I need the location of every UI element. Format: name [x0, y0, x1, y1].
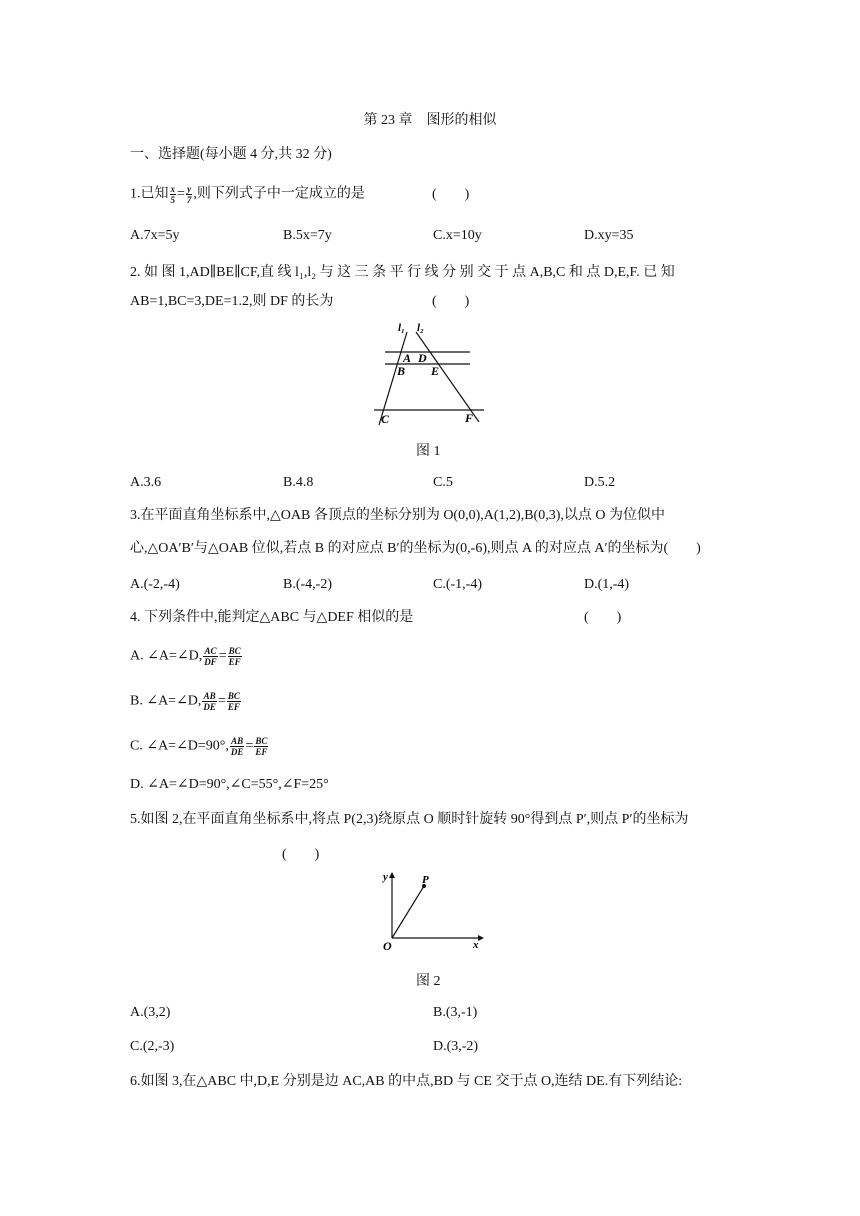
q2-option-c: C.5 [433, 475, 453, 490]
q1-answer-paren: ( ) [432, 187, 470, 202]
figure-2-caption: 图 2 [416, 974, 441, 989]
label-l1: l₁ [398, 322, 405, 334]
figure-1-diagram [370, 318, 490, 430]
q4b-frac1-den: DE [203, 702, 216, 712]
q5-line-1: 5.如图 2,在平面直角坐标系中,将点 P(2,3)绕原点 O 顺时针旋转 90°得到点 P′,则点 P′的坐标为 [130, 812, 689, 827]
label-f: F [465, 411, 474, 425]
segment-op [392, 886, 424, 938]
q4b-prefix: B. ∠A=∠D, [130, 693, 202, 709]
question-1-stem [130, 184, 365, 205]
section-heading: 一、选择题(每小题 4 分,共 32 分) [130, 147, 332, 162]
label-p: P [422, 874, 429, 886]
q3-line-2: 心,△OA′B′与△OAB 位似,若点 B 的对应点 B′的坐标为(0,-6),则点 A 的对应点 A′的坐标为( ) [130, 541, 701, 556]
q5-option-b: B.(3,-1) [433, 1005, 478, 1020]
q3-option-d: D.(1,-4) [584, 577, 630, 592]
q2-answer-paren: ( ) [432, 294, 470, 309]
label-b: B [397, 364, 406, 378]
q4-option-b [130, 691, 242, 712]
q4c-fraction-2 [254, 736, 268, 757]
q4b-frac2-num: BC [227, 691, 240, 701]
q4a-equals: = [218, 648, 227, 664]
figure-2-diagram [372, 866, 488, 952]
q4c-frac1-den: DE [230, 747, 244, 757]
q4c-fraction-1 [230, 736, 245, 757]
q4-option-c [130, 736, 269, 757]
q1-frac1-den: 5 [170, 195, 175, 205]
page-title: 第 23 章 图形的相似 [363, 113, 497, 128]
q4-stem: 4. 下列条件中,能判定△ABC 与△DEF 相似的是 [130, 610, 414, 625]
q1-equals: = [177, 186, 185, 202]
q4c-frac2-num: BC [255, 736, 268, 746]
y-axis-arrow [389, 872, 395, 878]
q4b-frac2-den: EF [227, 702, 240, 712]
label-a: A [403, 351, 412, 365]
q5-answer-paren: ( ) [282, 847, 320, 862]
q1-fraction-1 [170, 184, 177, 205]
q2-line-2: AB=1,BC=3,DE=1.2,则 DF 的长为 [130, 294, 334, 309]
line-l2 [416, 332, 479, 422]
q4-answer-paren: ( ) [584, 610, 622, 625]
q3-option-a: A.(-2,-4) [130, 577, 180, 592]
q2-line-1: 2. 如 图 1,AD∥BE∥CF,直 线 l₁,l₂ 与 这 三 条 平 行 线 分 别 交 于 点 A,B,C 和 点 D,E,F. 已 知 [130, 265, 675, 280]
q1-option-c: C.x=10y [433, 228, 482, 243]
q1-prefix: 1.已知 [130, 186, 169, 202]
q4b-equals: = [217, 693, 226, 709]
label-c: C [381, 412, 390, 426]
q3-line-1: 3.在平面直角坐标系中,△OAB 各顶点的坐标分别为 O(0,0),A(1,2),B(0,3),以点 O 为位似中 [130, 508, 665, 523]
label-d: D [418, 351, 427, 365]
q5-option-a: A.(3,2) [130, 1005, 171, 1020]
q1-option-a: A.7x=5y [130, 228, 180, 243]
q4a-frac2-den: EF [228, 657, 241, 667]
q4a-frac1-num: AC [204, 646, 217, 656]
figure-1-caption: 图 1 [416, 444, 441, 459]
q5-option-c: C.(2,-3) [130, 1039, 175, 1054]
q4c-frac2-den: EF [255, 747, 268, 757]
q4a-frac2-num: BC [228, 646, 241, 656]
q2-option-a: A.3.6 [130, 475, 162, 490]
q4c-prefix: C. ∠A=∠D=90°, [130, 738, 229, 754]
label-e: E [431, 364, 440, 378]
q3-option-c: C.(-1,-4) [433, 577, 482, 592]
q1-frac1-num: x [170, 184, 175, 194]
q1-option-d: D.xy=35 [584, 228, 634, 243]
q2-option-d: D.5.2 [584, 475, 616, 490]
q4b-fraction-2 [227, 691, 241, 712]
q1-suffix: ,则下列式子中一定成立的是 [193, 186, 365, 202]
q1-fraction-2 [186, 184, 193, 205]
q1-option-b: B.5x=7y [283, 228, 332, 243]
q4a-fraction-2 [228, 646, 242, 667]
q4a-fraction-1 [203, 646, 218, 667]
q4a-prefix: A. ∠A=∠D, [130, 648, 203, 664]
label-l2: l₂ [417, 322, 424, 334]
q2-option-b: B.4.8 [283, 475, 314, 490]
q5-option-d: D.(3,-2) [433, 1039, 479, 1054]
label-x: x [473, 939, 479, 951]
q4c-equals: = [245, 738, 254, 754]
q6-line-1: 6.如图 3,在△ABC 中,D,E 分别是边 AC,AB 的中点,BD 与 CE 交于点 O,连结 DE.有下列结论: [130, 1074, 683, 1089]
q4b-fraction-1 [202, 691, 217, 712]
x-axis-arrow [478, 935, 484, 941]
q1-frac2-den: 7 [186, 195, 192, 205]
q4-option-d: D. ∠A=∠D=90°,∠C=55°,∠F=25° [130, 777, 329, 792]
q4a-frac1-den: DF [204, 657, 217, 667]
q3-option-b: B.(-4,-2) [283, 577, 332, 592]
q1-frac2-num: y [187, 184, 192, 194]
label-o: O [383, 939, 392, 952]
q4-option-a [130, 646, 243, 667]
label-y: y [383, 871, 388, 883]
q4b-frac1-num: AB [203, 691, 216, 701]
q4c-frac1-num: AB [231, 736, 244, 746]
